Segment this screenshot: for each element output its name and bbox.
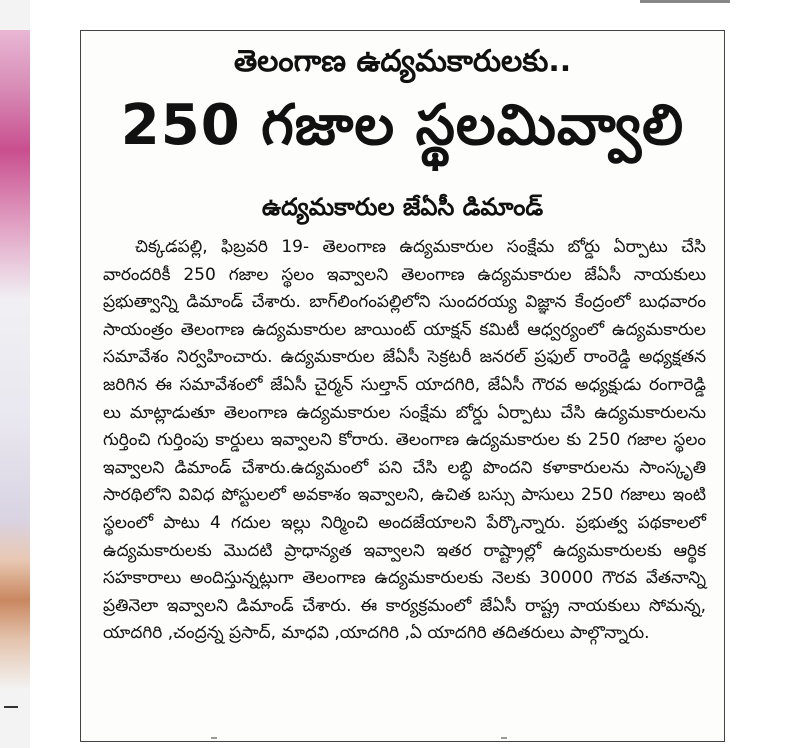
news-article-box — [80, 30, 725, 742]
top-column-rule — [640, 0, 730, 3]
photo-edge-mark — [4, 706, 18, 708]
adjacent-photo-strip — [0, 0, 30, 748]
article-headline: 250 గజాల స్థలమివ్వాలి — [120, 93, 685, 158]
bottom-edge-mark — [211, 737, 217, 739]
bottom-edge-mark — [501, 737, 507, 739]
article-kicker: తెలంగాణ ఉద్యమకారులకు.. — [233, 44, 572, 79]
article-body: చిక్కడపల్లి, ఫిబ్రవరి 19- తెలంగాణ ఉద్యమకారుల సంక్షేమ బోర్డు ఏర్పాటు చేసి వారందరికీ 250 గజాల స్థలం ఇవ్వాలని తెలంగాణ ఉద్యమకారుల జేఏసీ నాయకులు ప్రభుత్వాన్ని డిమాండ్ చేశారు. బాగ్‌లింగంపల్లిలోని సుందరయ్య విజ్ఞాన కేంద్రంలో బుధవారం సాయంత్రం తెలంగాణ ఉద్యమకారుల జాయింట్ యాక్షన్ కమిటీ ఆధ్వర్యంలో ఉద్యమకారుల సమావేశం నిర్వహించారు. ఉద్యమకారుల జేఏసీ సెక్రటరీ జనరల్ ప్రఫుల్ రాంరెడ్డి అధ్యక్షతన జరిగిన ఈ సమావేశంలో జేఏసీ చైర్మన్ సుల్తాన్ యాదగిరి, జేఏసీ గౌరవ అధ్యక్షుడు రంగారెడ్డి లు మాట్లాడుతూ తెలంగాణ ఉద్యమకారుల సంక్షేమ బోర్డు ఏర్పాటు చేసి ఉద్యమకారులను గుర్తించి గుర్తింపు కార్డులు ఇవ్వాలని కోరారు. తెలంగాణ ఉద్యమకారుల కు 250 గజాల స్థలం ఇవ్వాలని డిమాండ్ చేశారు.ఉద్యమంలో పని చేసి లబ్ధి పొందని కళాకారులను సాంస్కృతి సారథిలోని వివిధ పోస్టులలో అవకాశం ఇవ్వాలని, ఉచిత బస్సు పాసులు 250 గజాలు ఇంటి స్థలంలో పాటు 4 గదుల ఇల్లు నిర్మించి అందజేయాలని పేర్కొన్నారు. ప్రభుత్వ పథకాలలో ఉద్యమకారులకు మొదటి ప్రాధాన్యత ఇవ్వాలని ఇతర రాష్ట్రాల్లో ఉద్యమకారులకు ఆర్థిక సహకారాలు అందిస్తున్నట్లుగా తెలంగాణ ఉద్యమకారులకు నెలకు 30000 గౌరవ వేతనాన్ని ప్రతినెలా ఇవ్వాలని డిమాండ్ చేశారు. ఈ కార్యక్రమంలో జేఏసీ రాష్ట్ర నాయకులు సోమన్న, యాదగిరి ,చంద్రన్న ప్రసాద్, మాధవి ,యాదగిరి ,ఏ యాదగిరి తదితరులు పాల్గొన్నారు. — [103, 237, 706, 644]
article-subhead: ఉద్యమకారుల జేఏసీ డిమాండ్ — [261, 193, 544, 221]
